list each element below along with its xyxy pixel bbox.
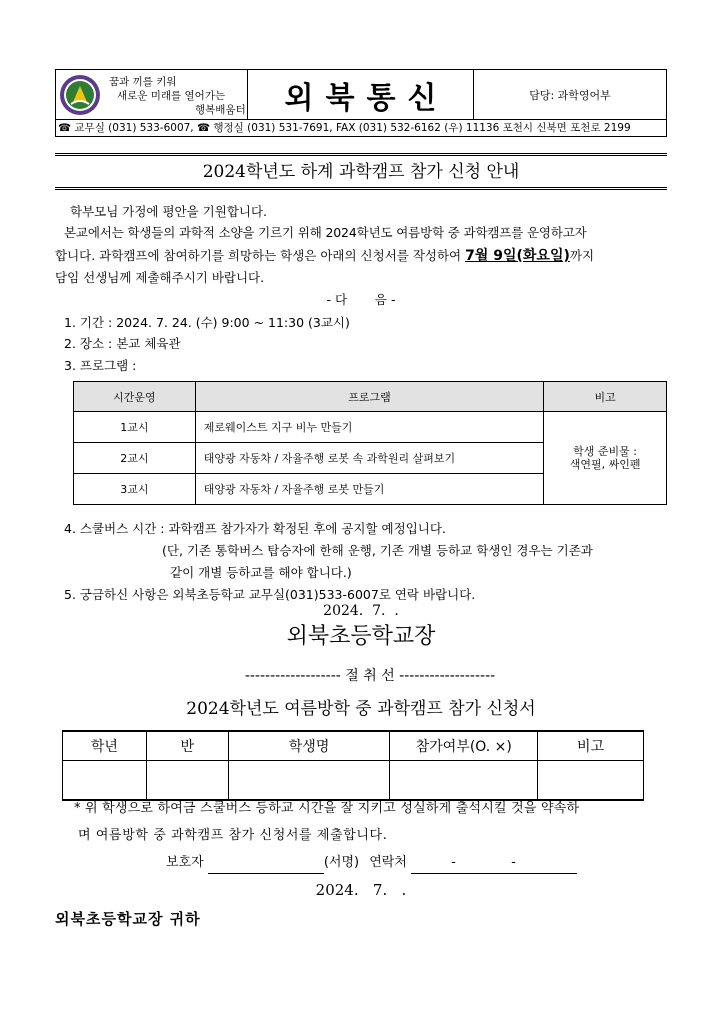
document-title: 2024학년도 하계 과학캠프 참가 신청 안내 [202, 162, 520, 182]
class-field[interactable] [146, 761, 228, 801]
table-header: 비고 [544, 382, 667, 412]
contact-info: ☎ 교무실 (031) 533-6007, ☎ 행정실 (031) 531-7691, FAX (031) 532-6162 (우) 11136 포천시 신북면 포천로 2199 [58, 122, 631, 134]
application-form-table [62, 730, 644, 801]
guardian-row [166, 853, 577, 874]
pledge-line: * 위 학생으로 하여금 스쿨버스 등하교 시간을 잘 지키고 성실하게 출석시킬 것을 약속하 [74, 801, 580, 816]
program-cell: 태양광 자동차 / 자율주행 로봇 만들기 [195, 474, 543, 505]
grade-field[interactable] [63, 761, 147, 801]
guardian-label: 보호자 [166, 855, 204, 870]
form-header: 학생명 [228, 731, 390, 761]
item-inquiry: 5. 궁금하신 사항은 외북초등학교 교무실(031)533-6007로 연락 바랍니다. [64, 587, 476, 602]
period-cell: 3교시 [74, 474, 196, 505]
school-slogan [109, 75, 246, 117]
student-name-field[interactable] [228, 761, 390, 801]
form-header: 반 [146, 731, 228, 761]
recipient: 외북초등학교장 귀하 [55, 910, 201, 928]
intro-line [55, 246, 594, 266]
item-period: 1. 기간 : 2024. 7. 24. (수) 9:00 ~ 11:30 (3교시) [64, 315, 350, 330]
notice-date: 2024. 7. . [323, 603, 399, 619]
intro-line: 담임 선생님께 제출해주시기 바랍니다. [55, 270, 265, 285]
period-cell: 1교시 [74, 412, 196, 443]
newsletter-header [55, 69, 667, 137]
bus-note: (단, 기존 통학버스 탑승자에 한해 운행, 기존 개별 등하교 학생인 경우는 기존과 [162, 543, 593, 558]
program-cell: 태양광 자동차 / 자율주행 로봇 속 과학원리 살펴보기 [195, 443, 543, 474]
slogan-line: 행복배움터 [195, 104, 246, 116]
form-entry-row [63, 761, 644, 801]
item-place: 2. 장소 : 본교 체육관 [64, 336, 181, 351]
form-header: 참가여부(O. ×) [390, 731, 538, 761]
table-row [74, 412, 667, 443]
note-line: 색연필, 싸인펜 [569, 458, 641, 471]
form-title: 2024학년도 여름방학 중 과학캠프 참가 신청서 [186, 699, 536, 719]
bus-note: 같이 개별 등하교를 해야 합니다.) [170, 565, 352, 580]
notice-heading: - 다 음 - [326, 292, 396, 307]
principal-signature: 외북초등학교장 [286, 624, 436, 649]
form-header-row [63, 731, 644, 761]
contact-label: 연락처 [369, 855, 407, 870]
program-cell: 제로웨이스트 지구 비누 만들기 [195, 412, 543, 443]
pledge-line: 며 여름방학 중 과학캠프 참가 신청서를 제출합니다. [78, 828, 388, 843]
school-emblem-icon [59, 74, 101, 116]
title-rule-bottom [55, 187, 667, 190]
guardian-name-field[interactable] [208, 853, 324, 874]
period-cell: 2교시 [74, 443, 196, 474]
table-header: 시간운영 [74, 382, 196, 412]
cut-line: ------------------- 절 취 선 ------------------- [244, 668, 496, 684]
phone-dash: - [451, 855, 456, 870]
item-bus: 4. 스쿨버스 시간 : 과학캠프 참가자가 확정된 후에 공지할 예정입니다. [64, 521, 446, 536]
form-header: 학년 [63, 731, 147, 761]
participation-field[interactable] [390, 761, 538, 801]
note-cell [544, 412, 667, 505]
deadline: 7월 9일(화요일) [465, 248, 570, 264]
intro-text: 까지 [569, 248, 595, 263]
staff-in-charge: 담당: 과학영어부 [529, 88, 611, 102]
signature-label: (서명) [323, 855, 360, 870]
title-rule-top [55, 153, 667, 156]
school-emblem-cell [56, 70, 248, 119]
form-date: 2024. 7. . [315, 881, 407, 899]
item-program: 3. 프로그램 : [64, 358, 137, 373]
form-header: 비고 [538, 731, 644, 761]
greeting: 학부모님 가정에 평안을 기원합니다. [70, 204, 268, 219]
guardian-phone-field[interactable] [411, 853, 577, 874]
program-table [73, 381, 667, 505]
intro-text: 합니다. 과학캠프에 참여하기를 희망하는 학생은 아래의 신청서를 작성하여 [55, 248, 466, 263]
remarks-field[interactable] [538, 761, 644, 801]
newsletter-title: 외북통신 [248, 70, 474, 119]
intro-line: 본교에서는 학생들의 과학적 소양을 기르기 위해 2024학년도 여름방학 중 과학캠프를 운영하고자 [64, 225, 587, 240]
note-line: 학생 준비물 : [573, 445, 638, 458]
phone-dash: - [511, 855, 516, 870]
table-header: 프로그램 [195, 382, 543, 412]
slogan-line: 새로운 미래를 열어가는 [117, 90, 226, 102]
slogan-line: 꿈과 끼를 키워 [109, 76, 177, 88]
table-header-row [74, 382, 667, 412]
